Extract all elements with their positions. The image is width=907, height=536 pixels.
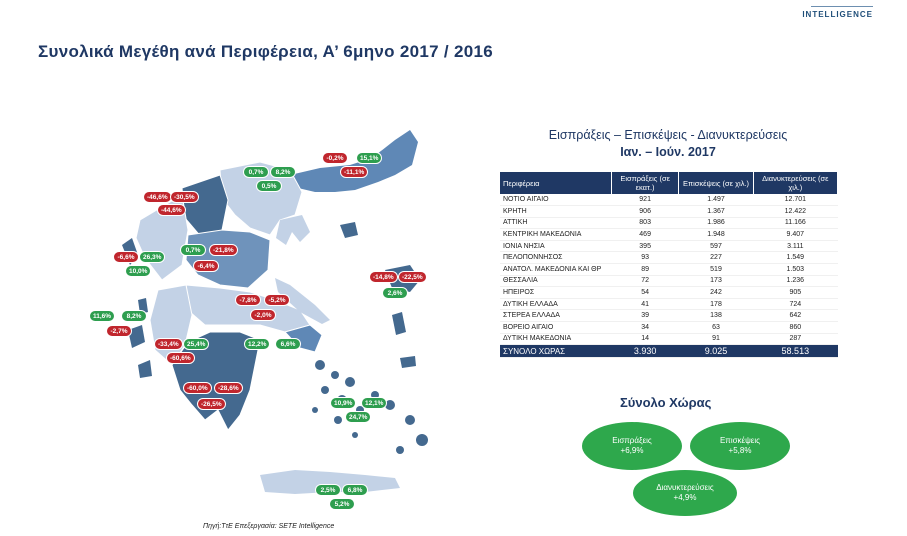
cell-receipts: 906 xyxy=(611,206,679,218)
total-nights: 58.513 xyxy=(753,345,837,358)
cell-region: ΑΝΑΤΟΛ. ΜΑΚΕΔΟΝΙΑ ΚΑΙ ΘΡ xyxy=(500,264,611,276)
map-percent-label: -60,6% xyxy=(166,352,195,364)
table-row xyxy=(500,217,838,229)
cell-nights: 287 xyxy=(753,333,837,345)
summary-title: Σύνολο Χώρας xyxy=(620,395,712,410)
table-row xyxy=(500,240,838,252)
col-header-receipts: Εισπράξεις (σε εκατ.) xyxy=(611,172,679,194)
map-percent-label: -26,5% xyxy=(197,398,226,410)
cell-region: ΙΟΝΙΑ ΝΗΣΙΑ xyxy=(500,240,611,252)
table-total-row xyxy=(500,345,838,358)
map-percent-label: 8,2% xyxy=(270,166,296,178)
table-row xyxy=(500,194,838,206)
receipts-value: +6,9% xyxy=(620,446,644,455)
map-percent-label: -22,5% xyxy=(398,271,427,283)
brand-rule xyxy=(811,6,873,7)
visits-value: +5,8% xyxy=(728,446,752,455)
map-percent-label: 12,1% xyxy=(361,397,387,409)
cell-nights: 12.422 xyxy=(753,206,837,218)
table-row xyxy=(500,310,838,322)
brand-logo: INTELLIGENCE xyxy=(802,10,873,19)
table-row xyxy=(500,333,838,345)
cell-region: ΚΕΝΤΡΙΚΗ ΜΑΚΕΔΟΝΙΑ xyxy=(500,229,611,241)
map-percent-label: -7,8% xyxy=(235,294,261,306)
map-percent-label: 5,2% xyxy=(329,498,355,510)
cell-nights: 642 xyxy=(753,310,837,322)
cell-visits: 242 xyxy=(679,287,753,299)
map-percent-label: -2,0% xyxy=(250,309,276,321)
cell-visits: 91 xyxy=(679,333,753,345)
map-percent-label: -5,2% xyxy=(264,294,290,306)
nights-label: Διανυκτερεύσεις xyxy=(656,483,714,492)
cell-nights: 1.236 xyxy=(753,275,837,287)
cell-receipts: 41 xyxy=(611,298,679,310)
cell-receipts: 39 xyxy=(611,310,679,322)
cell-receipts: 395 xyxy=(611,240,679,252)
map-region-chios xyxy=(392,312,406,335)
map-percent-label: 15,1% xyxy=(356,152,382,164)
cell-nights: 3.111 xyxy=(753,240,837,252)
cell-receipts: 54 xyxy=(611,287,679,299)
map-region-samos xyxy=(400,356,416,368)
map-percent-label: 2,5% xyxy=(315,484,341,496)
map-region-lemnos xyxy=(340,222,358,238)
cell-nights: 724 xyxy=(753,298,837,310)
cell-visits: 138 xyxy=(679,310,753,322)
cell-region: ΔΥΤΙΚΗ ΕΛΛΑΔΑ xyxy=(500,298,611,310)
map-percent-label: 8,2% xyxy=(121,310,147,322)
source-note: Πηγή:ΤτΕ Επεξεργασία: SETE Intelligence xyxy=(203,523,335,530)
cell-nights: 1.549 xyxy=(753,252,837,264)
cell-region: ΝΟΤΙΟ ΑΙΓΑΙΟ xyxy=(500,194,611,206)
table-header-row xyxy=(500,172,838,194)
map-percent-label: 10,9% xyxy=(330,397,356,409)
map-region-thessaly xyxy=(186,230,270,288)
map-percent-label: 6,6% xyxy=(275,338,301,350)
cell-region: ΘΕΣΣΑΛΙΑ xyxy=(500,275,611,287)
cell-nights: 9.407 xyxy=(753,229,837,241)
map-percent-label: -28,6% xyxy=(214,382,243,394)
cell-region: ΚΡΗΤΗ xyxy=(500,206,611,218)
table-title-line1: Εισπράξεις – Επισκέψεις - Διανυκτερεύσεις xyxy=(548,128,788,142)
cell-region: ΠΕΛΟΠΟΝΝΗΣΟΣ xyxy=(500,252,611,264)
regions-table xyxy=(500,172,838,358)
visits-summary-oval xyxy=(690,422,790,470)
cell-visits: 227 xyxy=(679,252,753,264)
table-row xyxy=(500,298,838,310)
receipts-label: Εισπράξεις xyxy=(612,436,652,445)
map-percent-label: -0,2% xyxy=(322,152,348,164)
col-header-visits: Επισκέψεις (σε χιλ.) xyxy=(679,172,753,194)
cell-nights: 12.701 xyxy=(753,194,837,206)
table-title xyxy=(498,127,838,161)
table-row xyxy=(500,252,838,264)
map-percent-label: 0,5% xyxy=(256,180,282,192)
cell-visits: 1.948 xyxy=(679,229,753,241)
nights-value: +4,9% xyxy=(673,493,697,502)
cell-visits: 519 xyxy=(679,264,753,276)
map-percent-label: 6,8% xyxy=(342,484,368,496)
cell-receipts: 34 xyxy=(611,322,679,334)
map-percent-label: 10,0% xyxy=(125,265,151,277)
cell-receipts: 72 xyxy=(611,275,679,287)
cell-receipts: 89 xyxy=(611,264,679,276)
map-percent-label: 0,7% xyxy=(243,166,269,178)
cell-visits: 173 xyxy=(679,275,753,287)
map-region-west-macedonia xyxy=(182,175,228,238)
total-visits: 9.025 xyxy=(679,345,753,358)
table-row xyxy=(500,206,838,218)
cell-nights: 905 xyxy=(753,287,837,299)
table-row xyxy=(500,275,838,287)
map-percent-label: -11,1% xyxy=(340,166,368,178)
table-row xyxy=(500,229,838,241)
total-receipts: 3.930 xyxy=(611,345,679,358)
map-percent-label: 24,7% xyxy=(345,411,371,423)
cell-visits: 63 xyxy=(679,322,753,334)
cell-region: ΗΠΕΙΡΟΣ xyxy=(500,287,611,299)
cell-receipts: 469 xyxy=(611,229,679,241)
map-region-east-macedonia-thrace xyxy=(290,130,418,192)
cell-visits: 178 xyxy=(679,298,753,310)
map-percent-label: -2,7% xyxy=(106,325,132,337)
cell-nights: 860 xyxy=(753,322,837,334)
nights-summary-oval xyxy=(633,470,737,516)
total-label: ΣΥΝΟΛΟ ΧΩΡΑΣ xyxy=(500,345,611,358)
cell-region: ΑΤΤΙΚΗ xyxy=(500,217,611,229)
map-percent-label: -46,6% xyxy=(143,191,172,203)
cell-visits: 597 xyxy=(679,240,753,252)
visits-label: Επισκέψεις xyxy=(719,436,761,445)
table-row xyxy=(500,287,838,299)
cell-nights: 11.166 xyxy=(753,217,837,229)
cell-nights: 1.503 xyxy=(753,264,837,276)
cell-receipts: 93 xyxy=(611,252,679,264)
page-title: Συνολικά Μεγέθη ανά Περιφέρεια, Α’ 6μηνο 2017 / 2016 xyxy=(38,42,493,61)
map-percent-label: -30,5% xyxy=(170,191,199,203)
map-percent-label: 12,2% xyxy=(244,338,270,350)
table-body xyxy=(500,194,838,358)
map-region-zakynthos xyxy=(138,360,152,378)
cell-region: ΣΤΕΡΕΑ ΕΛΛΑΔΑ xyxy=(500,310,611,322)
cell-receipts: 803 xyxy=(611,217,679,229)
cell-region: ΔΥΤΙΚΗ ΜΑΚΕΔΟΝΙΑ xyxy=(500,333,611,345)
receipts-summary-oval xyxy=(582,422,682,470)
map-percent-label: 2,6% xyxy=(382,287,408,299)
map-percent-label: -6,6% xyxy=(113,251,139,263)
map-percent-label: -44,6% xyxy=(157,204,186,216)
map-percent-label: -21,8% xyxy=(209,244,238,256)
map-percent-label: -6,4% xyxy=(193,260,219,272)
table-title-line2: Ιαν. – Ιούν. 2017 xyxy=(620,145,716,159)
map-percent-label: 26,3% xyxy=(139,251,165,263)
map-percent-label: -33,4% xyxy=(154,338,183,350)
table-row xyxy=(500,322,838,334)
cell-region: ΒΟΡΕΙΟ ΑΙΓΑΙΟ xyxy=(500,322,611,334)
col-header-region: Περιφέρεια xyxy=(500,172,611,194)
col-header-nights: Διανυκτερεύσεις (σε χιλ.) xyxy=(753,172,837,194)
cell-receipts: 14 xyxy=(611,333,679,345)
table-row xyxy=(500,264,838,276)
map-percent-label: 25,4% xyxy=(183,338,209,350)
map-percent-label: 0,7% xyxy=(180,244,206,256)
cell-visits: 1.367 xyxy=(679,206,753,218)
cell-receipts: 921 xyxy=(611,194,679,206)
map-percent-label: -60,0% xyxy=(183,382,212,394)
map-percent-label: 11,6% xyxy=(89,310,115,322)
map-percent-label: -14,8% xyxy=(369,271,398,283)
cell-visits: 1.986 xyxy=(679,217,753,229)
cell-visits: 1.497 xyxy=(679,194,753,206)
